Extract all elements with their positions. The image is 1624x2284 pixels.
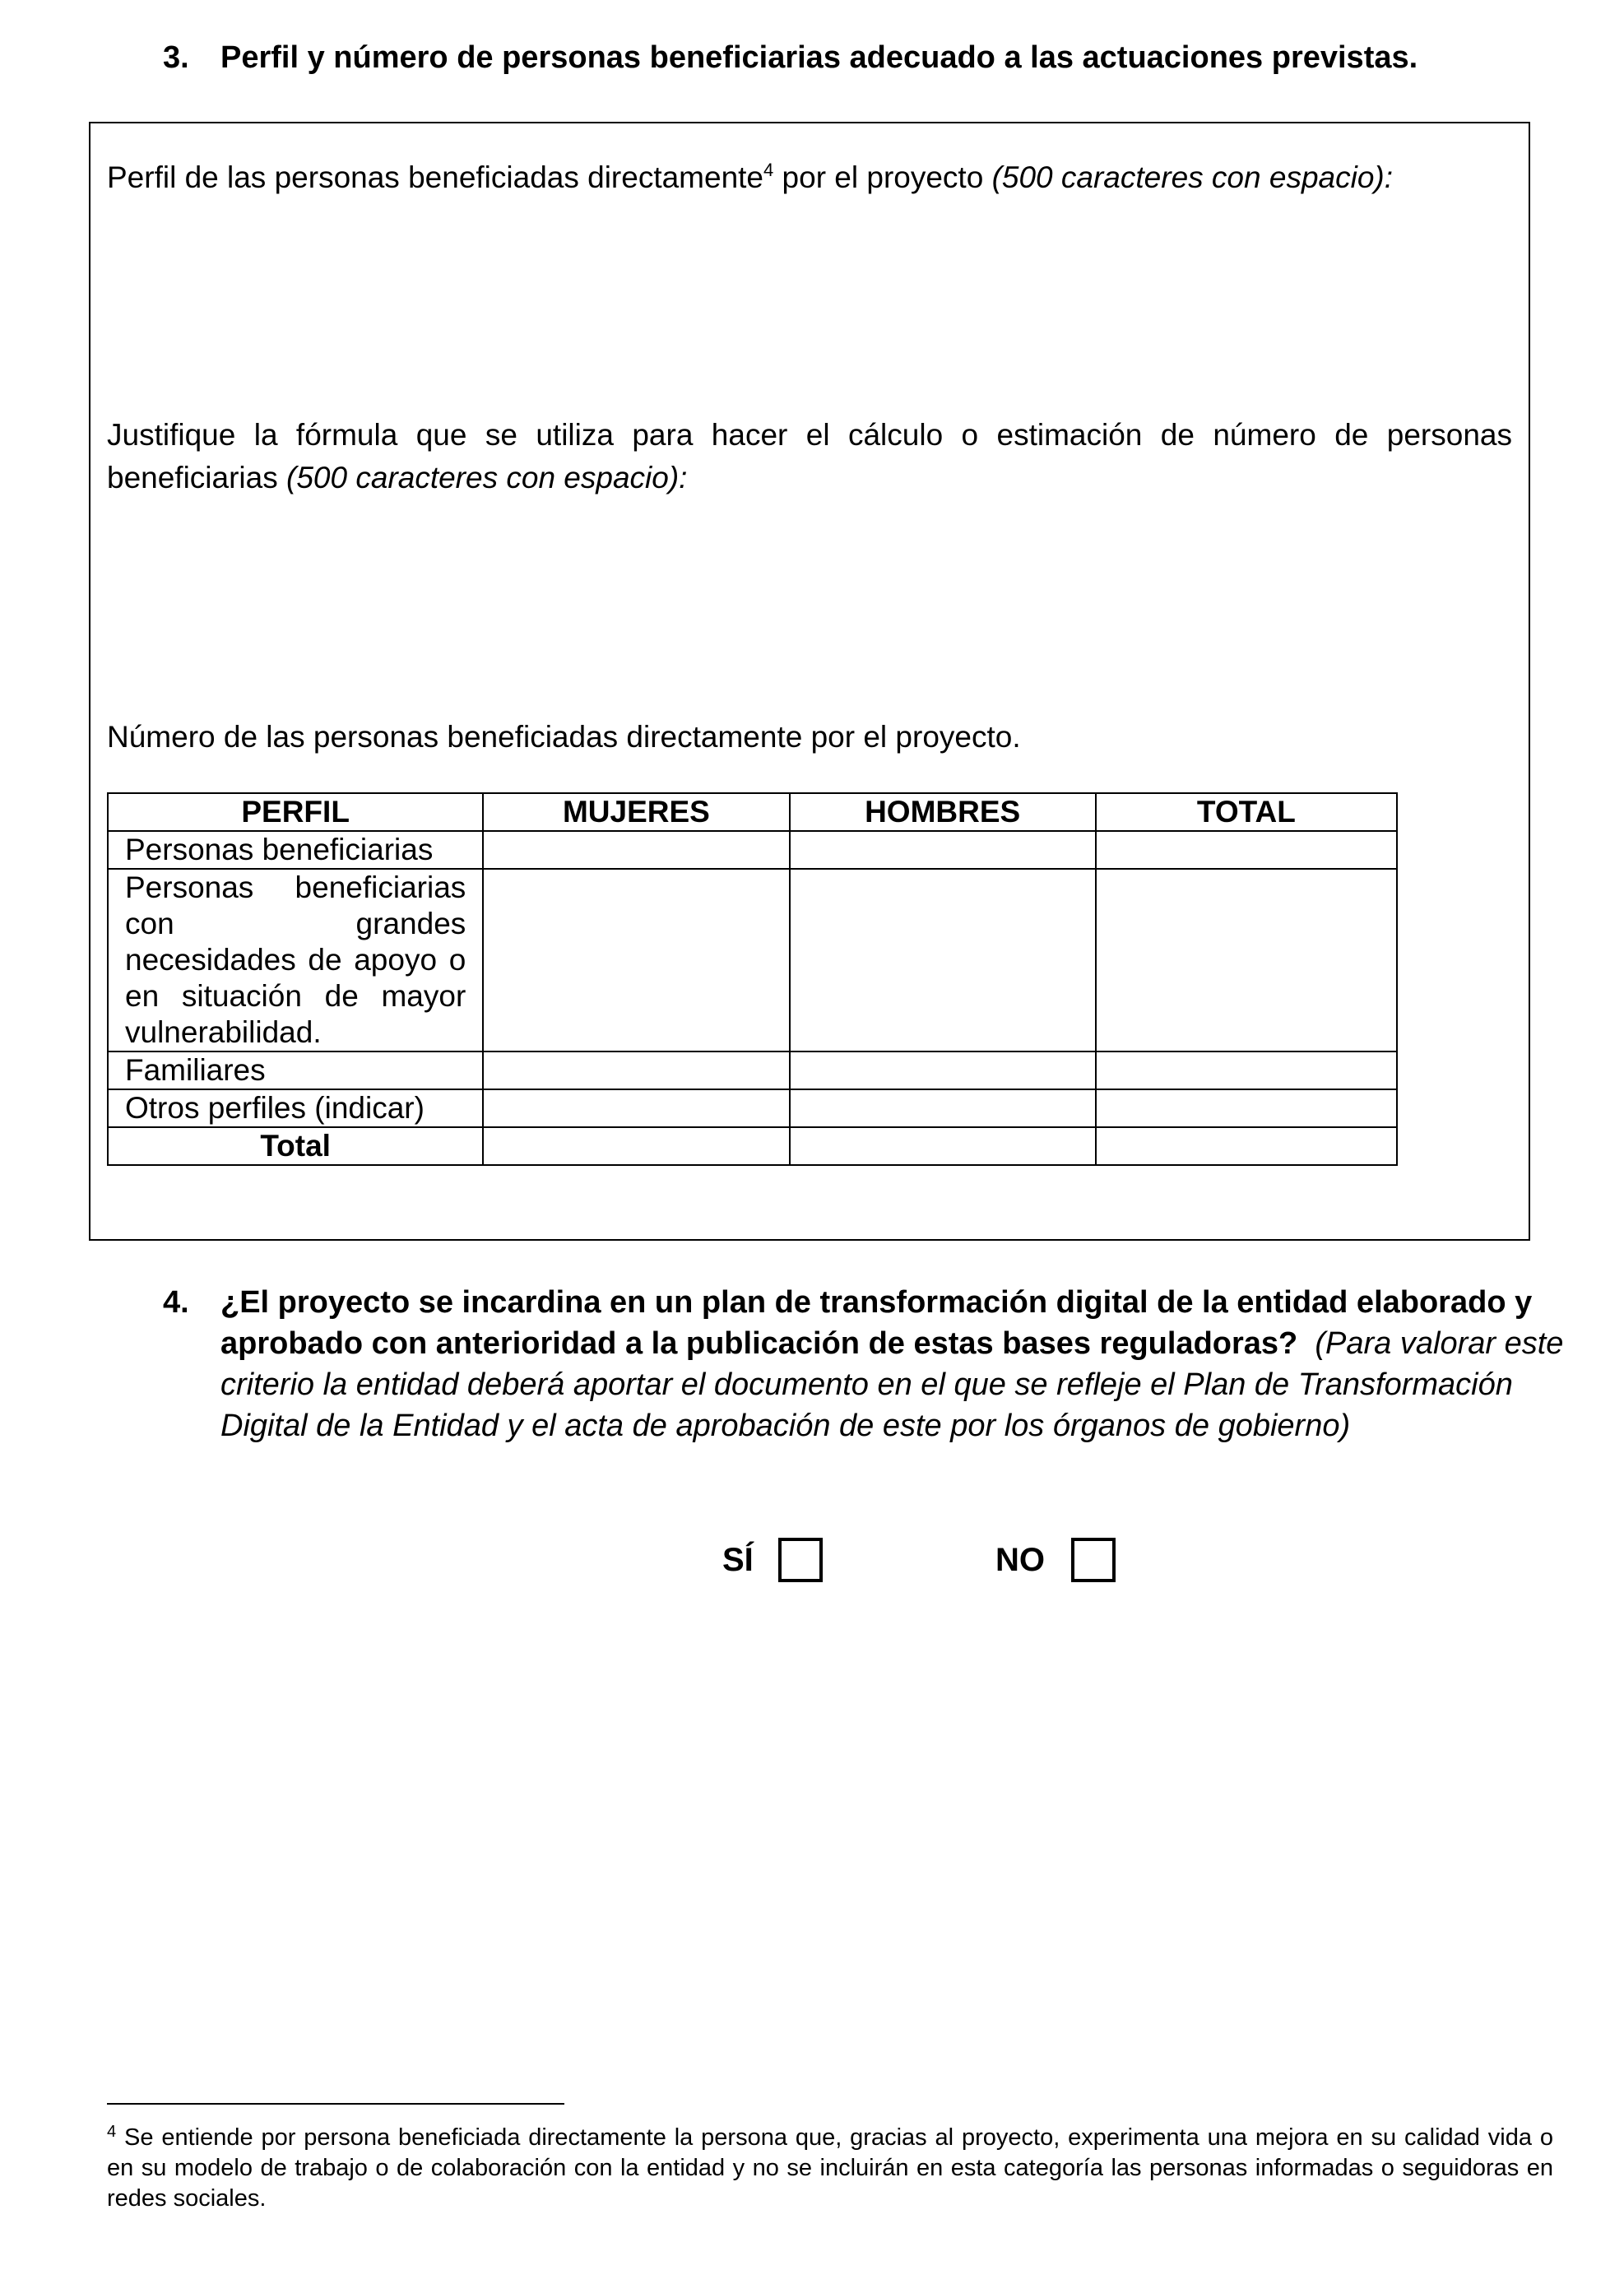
total-cell[interactable] [1096,1127,1397,1165]
hombres-cell[interactable] [790,1127,1096,1165]
column-header: HOMBRES [790,793,1096,831]
perfil-prompt: Perfil de las personas beneficiadas directamente$^4$ por el proyecto (500 caracteres con espacio): [107,160,1393,194]
column-header: PERFIL [108,793,483,831]
yes-label: SÍ [722,1542,754,1578]
section-title: Perfil y número de personas beneficiarias adecuado a las actuaciones previstas. [220,40,1418,75]
footnote-text: Se entiende por persona beneficiada directamente la persona que, gracias al proyecto, experimenta una mejora en su calidad vida o en su modelo de trabajo o de colaboración con la entidad y no se incluirán en esta categoría las personas informadas o seguidoras en redes sociales. [107,2124,1554,2212]
no-checkbox[interactable] [1071,1538,1116,1582]
footnote [107,2123,1553,2214]
row-label: Familiares [108,1051,483,1089]
justifique-answer-area[interactable] [107,504,1512,701]
hombres-cell[interactable] [790,1051,1096,1089]
section-number: 3. [163,40,189,75]
total-cell[interactable] [1096,831,1397,869]
table-total-row [108,1127,1397,1165]
section-4 [163,1282,1578,1504]
yes-checkbox[interactable] [778,1538,823,1582]
hombres-cell[interactable] [790,831,1096,869]
mujeres-cell[interactable] [483,1089,789,1127]
row-label: Personas beneficiarias [108,831,483,869]
justifique-prompt-line-1: Justifique la fórmula que se utiliza para hacer el cálculo o estimación de número de personas [107,418,1512,452]
column-header: TOTAL [1096,793,1397,831]
mujeres-cell[interactable] [483,869,789,1051]
footnote-ref[interactable]: 4 [763,160,774,180]
no-label: NO [995,1542,1045,1578]
mujeres-cell[interactable] [483,1127,789,1165]
section-3-heading [163,36,1561,79]
table-header-row [108,793,1397,831]
perfil-answer-area[interactable] [107,206,1512,403]
beneficiaries-table [107,792,1398,1166]
section-4-note: (Para valorar este criterio la entidad deberá aportar el documento en el que se refleje el Plan de Transformación Digital de la Entidad y el acta de aprobación de este por los órganos de gobierno) [220,1326,1564,1443]
section-4-question: ¿El proyecto se incardina en un plan de transformación digital de la entidad elaborado y aprobado con anterioridad a la publicación de estas bases reguladoras? [220,1285,1533,1361]
row-label-total: Total [108,1127,483,1165]
table-row [108,869,1397,1051]
total-cell[interactable] [1096,1051,1397,1089]
column-header: MUJERES [483,793,789,831]
total-cell[interactable] [1096,869,1397,1051]
row-label: Personas beneficiarias con grandes necesidades de apoyo o en situación de mayor vulnerabilidad. [108,869,483,1051]
numero-prompt: Número de las personas beneficiadas directamente por el proyecto. [107,720,1021,754]
table-row [108,831,1397,869]
mujeres-cell[interactable] [483,831,789,869]
footnote-number: 4 [107,2123,117,2141]
section-number: 4. [163,1285,189,1320]
table-row [108,1089,1397,1127]
hombres-cell[interactable] [790,869,1096,1051]
total-cell[interactable] [1096,1089,1397,1127]
section-4-body [220,1282,1578,1446]
justifique-prompt-line-2: beneficiarias (500 caracteres con espacio): [107,461,688,494]
footnote-separator [107,2103,564,2105]
mujeres-cell[interactable] [483,1051,789,1089]
hombres-cell[interactable] [790,1089,1096,1127]
table-row [108,1051,1397,1089]
row-label: Otros perfiles (indicar) [108,1089,483,1127]
